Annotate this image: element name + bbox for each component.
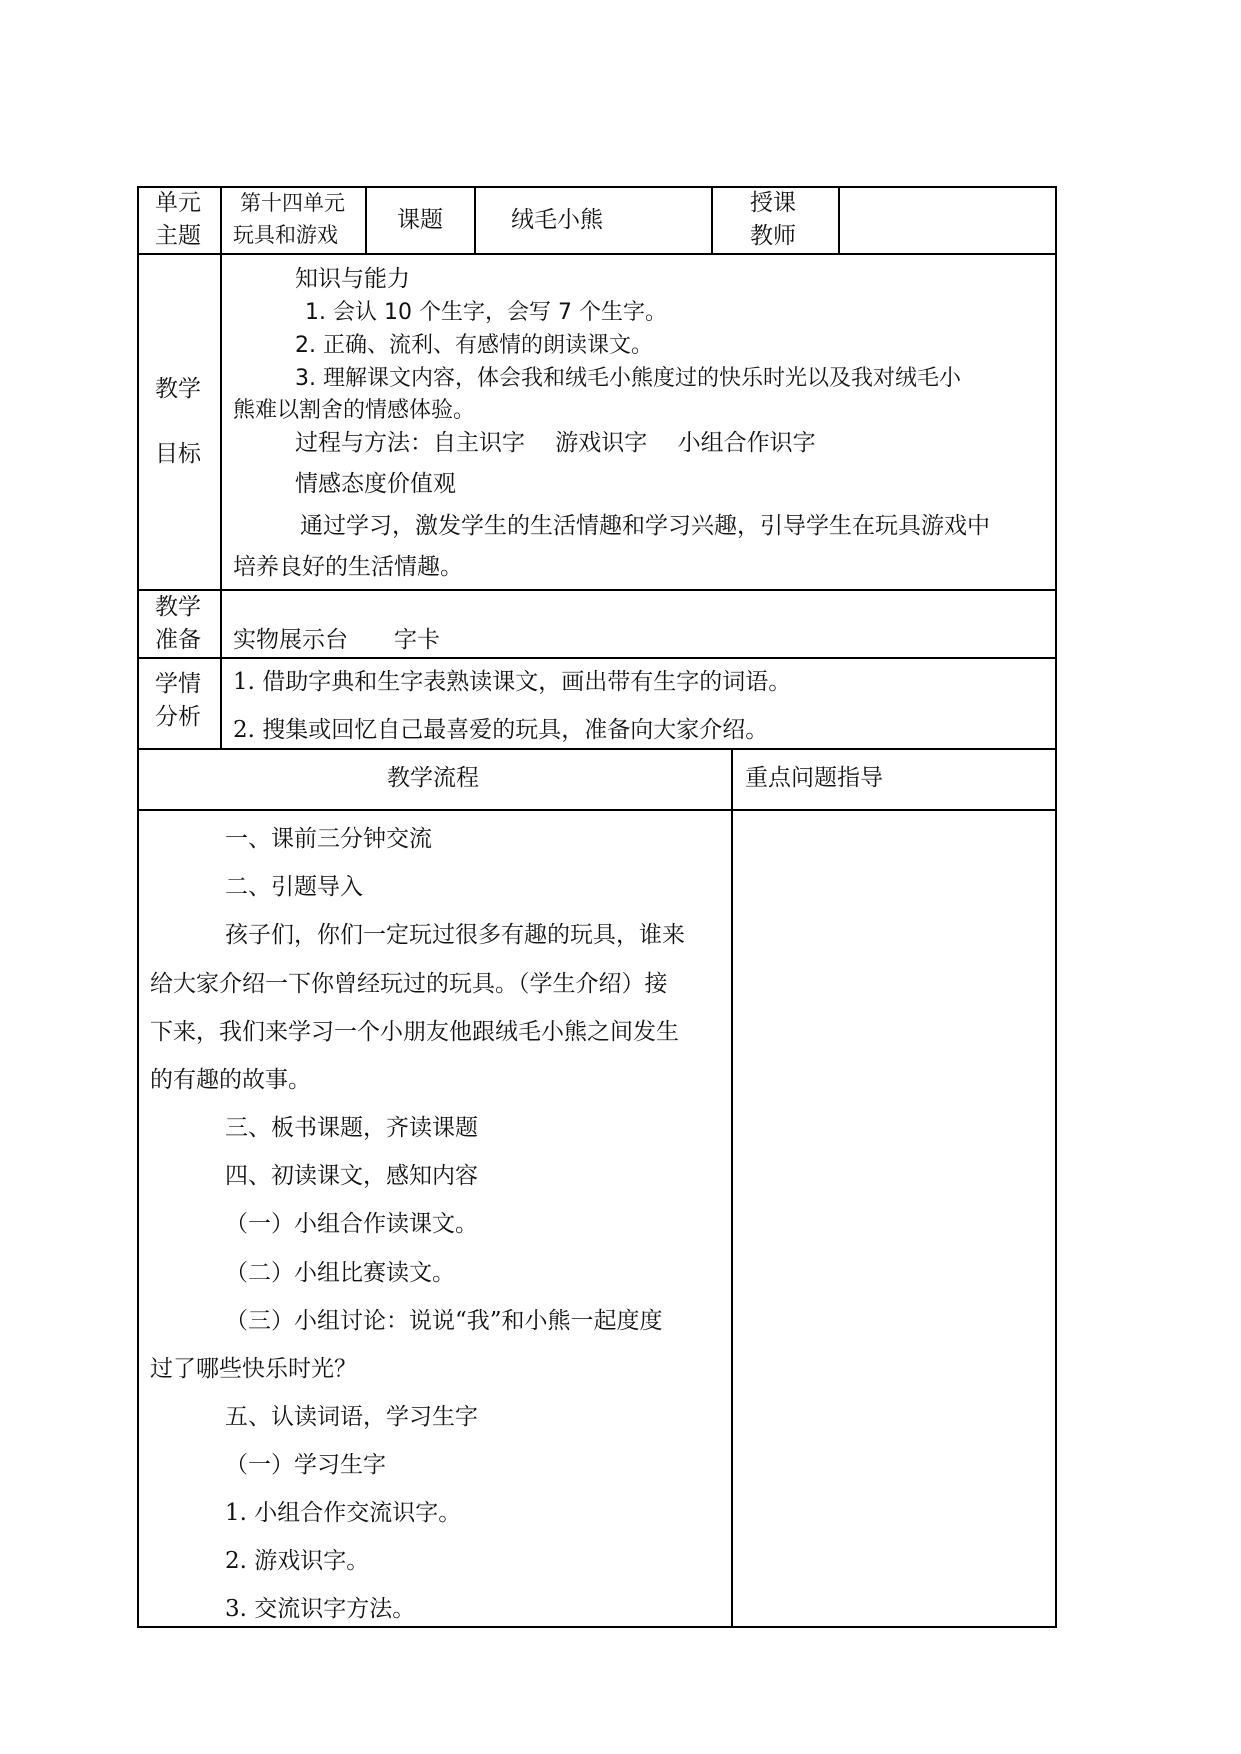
process-line: 二、引题导入 [225,874,363,900]
analysis-label-line-1: 学情 [155,671,201,697]
process-line: （三）小组讨论：说说“我”和小熊一起度度 [225,1308,663,1334]
teacher-label-line-1: 授课 [750,190,796,216]
process-line: 五、认读词语，学习生字 [225,1404,478,1430]
process-line: 过了哪些快乐时光？ [150,1356,357,1382]
process-line: 2. 游戏识字。 [225,1548,370,1574]
row-divider-goals [137,253,1057,255]
row-divider-prep [137,589,1057,591]
goals-line-4: 熊难以割舍的情感体验。 [233,398,476,423]
process-line: 下来，我们来学习一个小朋友他跟绒毛小熊之间发生 [150,1019,679,1045]
analysis-label-line-2: 分析 [155,704,201,730]
process-line: 一、课前三分钟交流 [225,826,432,852]
goals-line-3: 3. 理解课文内容，体会我和绒毛小熊度过的快乐时光以及我对绒毛小 [295,366,961,391]
process-column-divider [731,748,733,1627]
topic-value: 绒毛小熊 [511,207,603,233]
row-divider-analysis [137,657,1057,659]
table-border-left [137,186,139,1627]
header-divider-2 [474,186,476,254]
goals-line-attitude: 情感态度价值观 [295,471,456,497]
goals-line-knowledge: 知识与能力 [295,266,410,292]
row-divider-process-header [137,809,1057,811]
process-line: 三、板书课题，齐读课题 [225,1115,478,1141]
goals-line-process: 过程与方法：自主识字 游戏识字 小组合作识字 [295,430,816,456]
label-column-divider [220,186,222,749]
table-border-top [137,186,1057,188]
prep-text: 实物展示台 字卡 [233,627,440,653]
process-line: （一）小组合作读课文。 [225,1211,478,1237]
goals-line-2: 2. 正确、流利、有感情的朗读课文。 [295,333,653,358]
analysis-line-2: 2. 搜集或回忆自己最喜爱的玩具，准备向大家介绍。 [233,717,769,743]
process-line: （二）小组比赛读文。 [225,1260,455,1286]
unit-value-line-2: 玩具和游戏 [233,223,338,247]
analysis-line-1: 1. 借助字典和生字表熟读课文，画出带有生字的词语。 [233,669,792,695]
unit-label-line-1: 单元 [155,190,201,216]
prep-label-line-2: 准备 [155,627,201,653]
row-divider-process [137,748,1057,750]
teacher-label-line-2: 教师 [750,223,796,249]
header-divider-1 [365,186,367,254]
table-border-right [1055,186,1057,1627]
topic-label: 课题 [397,207,443,233]
unit-value-line-1: 第十四单元 [240,191,345,215]
process-line: 3. 交流识字方法。 [225,1596,416,1622]
prep-label-line-1: 教学 [155,594,201,620]
header-divider-3 [711,186,713,254]
process-header-right: 重点问题指导 [745,765,883,791]
goals-line-1: 1. 会认 10 个生字，会写 7 个生字。 [305,300,667,325]
goals-label-line-1: 教学 [155,376,201,402]
process-header-left: 教学流程 [387,765,479,791]
goals-label-line-2: 目标 [155,441,201,467]
table-border-bottom [137,1626,1057,1628]
header-divider-4 [838,186,840,254]
process-line: 1. 小组合作交流识字。 [225,1500,462,1526]
process-line: 孩子们，你们一定玩过很多有趣的玩具，谁来 [225,922,685,948]
process-line: 四、初读课文，感知内容 [225,1163,478,1189]
goals-line-attitude-text-1: 通过学习，激发学生的生活情趣和学习兴趣，引导学生在玩具游戏中 [300,513,990,539]
process-line: 给大家介绍一下你曾经玩过的玩具。（学生介绍）接 [150,971,668,997]
unit-label-line-2: 主题 [155,223,201,249]
process-line: 的有趣的故事。 [150,1067,311,1093]
process-line: （一）学习生字 [225,1452,386,1478]
goals-line-attitude-text-2: 培养良好的生活情趣。 [233,554,463,580]
